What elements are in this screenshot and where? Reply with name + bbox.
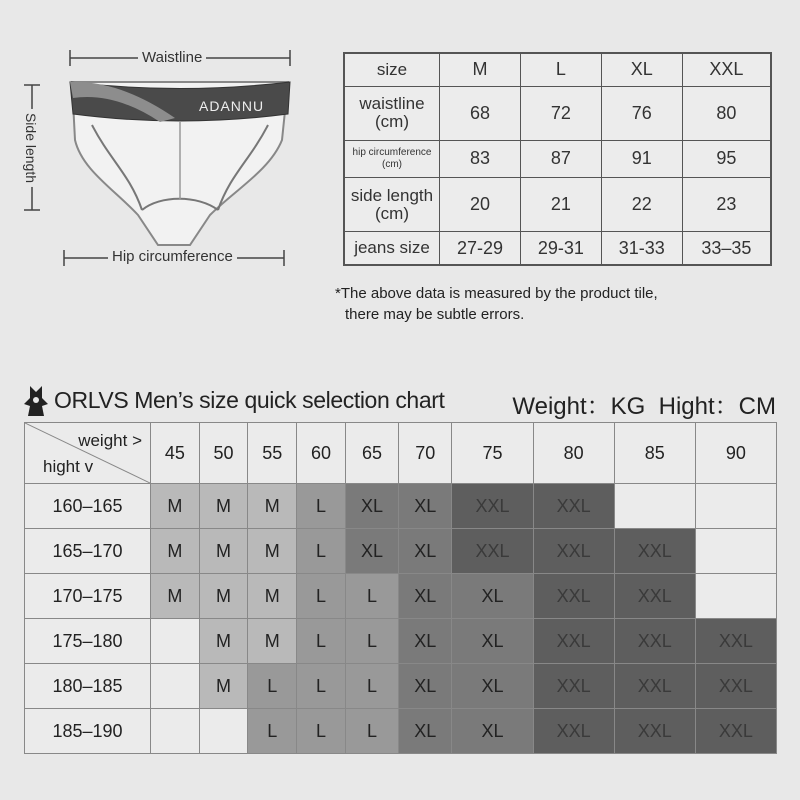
- briefs-illustration: [20, 40, 310, 280]
- row-label-line2: (cm): [382, 158, 402, 170]
- table-cell: 27-29: [440, 232, 521, 265]
- table-cell: 20: [440, 177, 521, 231]
- measurement-header-row: [344, 53, 771, 86]
- table-cell: 80: [682, 86, 771, 140]
- table-cell: 91: [601, 141, 682, 178]
- quick-chart-header: [22, 380, 782, 420]
- empty-cell: [614, 484, 695, 529]
- size-cell: L: [345, 619, 398, 664]
- note-line-1: *The above data is measured by the product tile,: [335, 285, 658, 302]
- height-row-label: 175–180: [25, 619, 151, 664]
- size-cell: XXL: [695, 709, 776, 754]
- size-cell: M: [199, 574, 248, 619]
- height-row-label: 160–165: [25, 484, 151, 529]
- size-cell: L: [297, 529, 346, 574]
- size-cell: M: [199, 619, 248, 664]
- size-cell: L: [297, 484, 346, 529]
- weight-axis-label: weight >: [78, 431, 142, 450]
- weight-column-header: 85: [614, 423, 695, 484]
- table-cell: 95: [682, 141, 771, 178]
- size-cell: M: [248, 484, 297, 529]
- empty-cell: [695, 574, 776, 619]
- height-row: [25, 484, 777, 529]
- brand-logo-icon: [22, 384, 50, 418]
- weight-column-header: 90: [695, 423, 776, 484]
- row-label-line2: (cm): [375, 112, 409, 132]
- height-row-label: 180–185: [25, 664, 151, 709]
- size-cell: XXL: [614, 664, 695, 709]
- size-cell: L: [345, 574, 398, 619]
- size-cell: M: [248, 529, 297, 574]
- quick-chart-title: ORLVS Men’s size quick selection chart: [54, 387, 445, 413]
- height-row: [25, 529, 777, 574]
- empty-cell: [151, 664, 200, 709]
- waistline-label: Waistline: [138, 49, 206, 66]
- row-label: [344, 177, 440, 231]
- size-cell: M: [151, 484, 200, 529]
- weight-column-header: 80: [533, 423, 614, 484]
- measurement-row-jeans: [344, 232, 771, 265]
- weight-column-header: 60: [297, 423, 346, 484]
- size-diagram: [20, 40, 310, 280]
- empty-cell: [151, 619, 200, 664]
- size-cell: L: [345, 709, 398, 754]
- weight-header-row: [25, 423, 777, 484]
- size-cell: M: [199, 664, 248, 709]
- size-cell: XXL: [452, 484, 533, 529]
- size-cell: XL: [452, 709, 533, 754]
- row-label-line1: waistline: [359, 94, 425, 114]
- size-cell: M: [248, 619, 297, 664]
- table-cell: 23: [682, 177, 771, 231]
- size-cell: XL: [399, 619, 452, 664]
- weight-column-header: 50: [199, 423, 248, 484]
- grid-corner: [25, 423, 151, 484]
- size-cell: L: [297, 709, 346, 754]
- weight-column-header: 65: [345, 423, 398, 484]
- table-cell: 68: [440, 86, 521, 140]
- size-cell: XXL: [533, 529, 614, 574]
- side-length-label: Side length: [23, 109, 39, 187]
- size-cell: M: [151, 574, 200, 619]
- size-cell: XXL: [614, 619, 695, 664]
- weight-column-header: 45: [151, 423, 200, 484]
- row-label: jeans size: [344, 232, 440, 265]
- row-label: [344, 141, 440, 178]
- table-cell: 33–35: [682, 232, 771, 265]
- size-cell: XXL: [533, 664, 614, 709]
- size-cell: XL: [399, 529, 452, 574]
- weight-column-header: 70: [399, 423, 452, 484]
- table-cell: 21: [520, 177, 601, 231]
- measurement-table: [343, 52, 772, 266]
- size-cell: XXL: [533, 709, 614, 754]
- size-cell: M: [199, 484, 248, 529]
- size-cell: XL: [452, 619, 533, 664]
- row-label-line1: side length: [350, 185, 434, 205]
- height-axis-label: hight v: [43, 457, 94, 476]
- table-cell: 76: [601, 86, 682, 140]
- brand-band-text: ADANNU: [199, 98, 265, 114]
- size-header: size: [344, 53, 440, 86]
- size-cell: XXL: [614, 709, 695, 754]
- size-cell: L: [297, 619, 346, 664]
- weight-column-header: 75: [452, 423, 533, 484]
- table-cell: 83: [440, 141, 521, 178]
- size-cell: XL: [345, 529, 398, 574]
- table-cell: 72: [520, 86, 601, 140]
- size-cell: L: [345, 664, 398, 709]
- height-row: [25, 664, 777, 709]
- table-cell: 31-33: [601, 232, 682, 265]
- size-cell: L: [297, 574, 346, 619]
- empty-cell: [695, 529, 776, 574]
- table-cell: 87: [520, 141, 601, 178]
- row-label: [344, 86, 440, 140]
- size-cell: XXL: [695, 664, 776, 709]
- size-cell: L: [297, 664, 346, 709]
- size-cell: XL: [452, 664, 533, 709]
- size-cell: XXL: [533, 574, 614, 619]
- table-cell: 29-31: [520, 232, 601, 265]
- size-selection-grid: [24, 422, 777, 754]
- height-row: [25, 619, 777, 664]
- size-cell: XL: [452, 574, 533, 619]
- weight-column-header: 55: [248, 423, 297, 484]
- size-cell: XL: [399, 709, 452, 754]
- size-cell: XXL: [533, 484, 614, 529]
- size-col-m: M: [440, 53, 521, 86]
- size-cell: XL: [345, 484, 398, 529]
- size-cell: M: [199, 529, 248, 574]
- table-cell: 22: [601, 177, 682, 231]
- size-cell: L: [248, 664, 297, 709]
- empty-cell: [199, 709, 248, 754]
- height-row: [25, 709, 777, 754]
- empty-cell: [151, 709, 200, 754]
- size-cell: M: [248, 574, 297, 619]
- size-col-xl: XL: [601, 53, 682, 86]
- note-line-2: there may be subtle errors.: [345, 306, 525, 323]
- height-row-label: 170–175: [25, 574, 151, 619]
- size-cell: XXL: [452, 529, 533, 574]
- size-cell: XXL: [614, 574, 695, 619]
- size-col-l: L: [520, 53, 601, 86]
- measurement-row-hip: [344, 141, 771, 178]
- measurement-row-side-length: [344, 177, 771, 231]
- measurement-note: [335, 283, 658, 325]
- size-cell: M: [151, 529, 200, 574]
- size-cell: XXL: [614, 529, 695, 574]
- size-cell: L: [248, 709, 297, 754]
- empty-cell: [695, 484, 776, 529]
- size-cell: XXL: [695, 619, 776, 664]
- row-label-line1: hip circumference: [352, 146, 432, 158]
- size-cell: XXL: [533, 619, 614, 664]
- size-cell: XL: [399, 484, 452, 529]
- height-row: [25, 574, 777, 619]
- units-label: Weight：KG Hight：CM: [512, 393, 776, 420]
- height-row-label: 185–190: [25, 709, 151, 754]
- hip-circumference-label: Hip circumference: [108, 248, 237, 265]
- size-col-xxl: XXL: [682, 53, 771, 86]
- size-cell: XL: [399, 574, 452, 619]
- measurement-row-waistline: [344, 86, 771, 140]
- height-row-label: 165–170: [25, 529, 151, 574]
- size-cell: XL: [399, 664, 452, 709]
- row-label-line2: (cm): [375, 203, 409, 223]
